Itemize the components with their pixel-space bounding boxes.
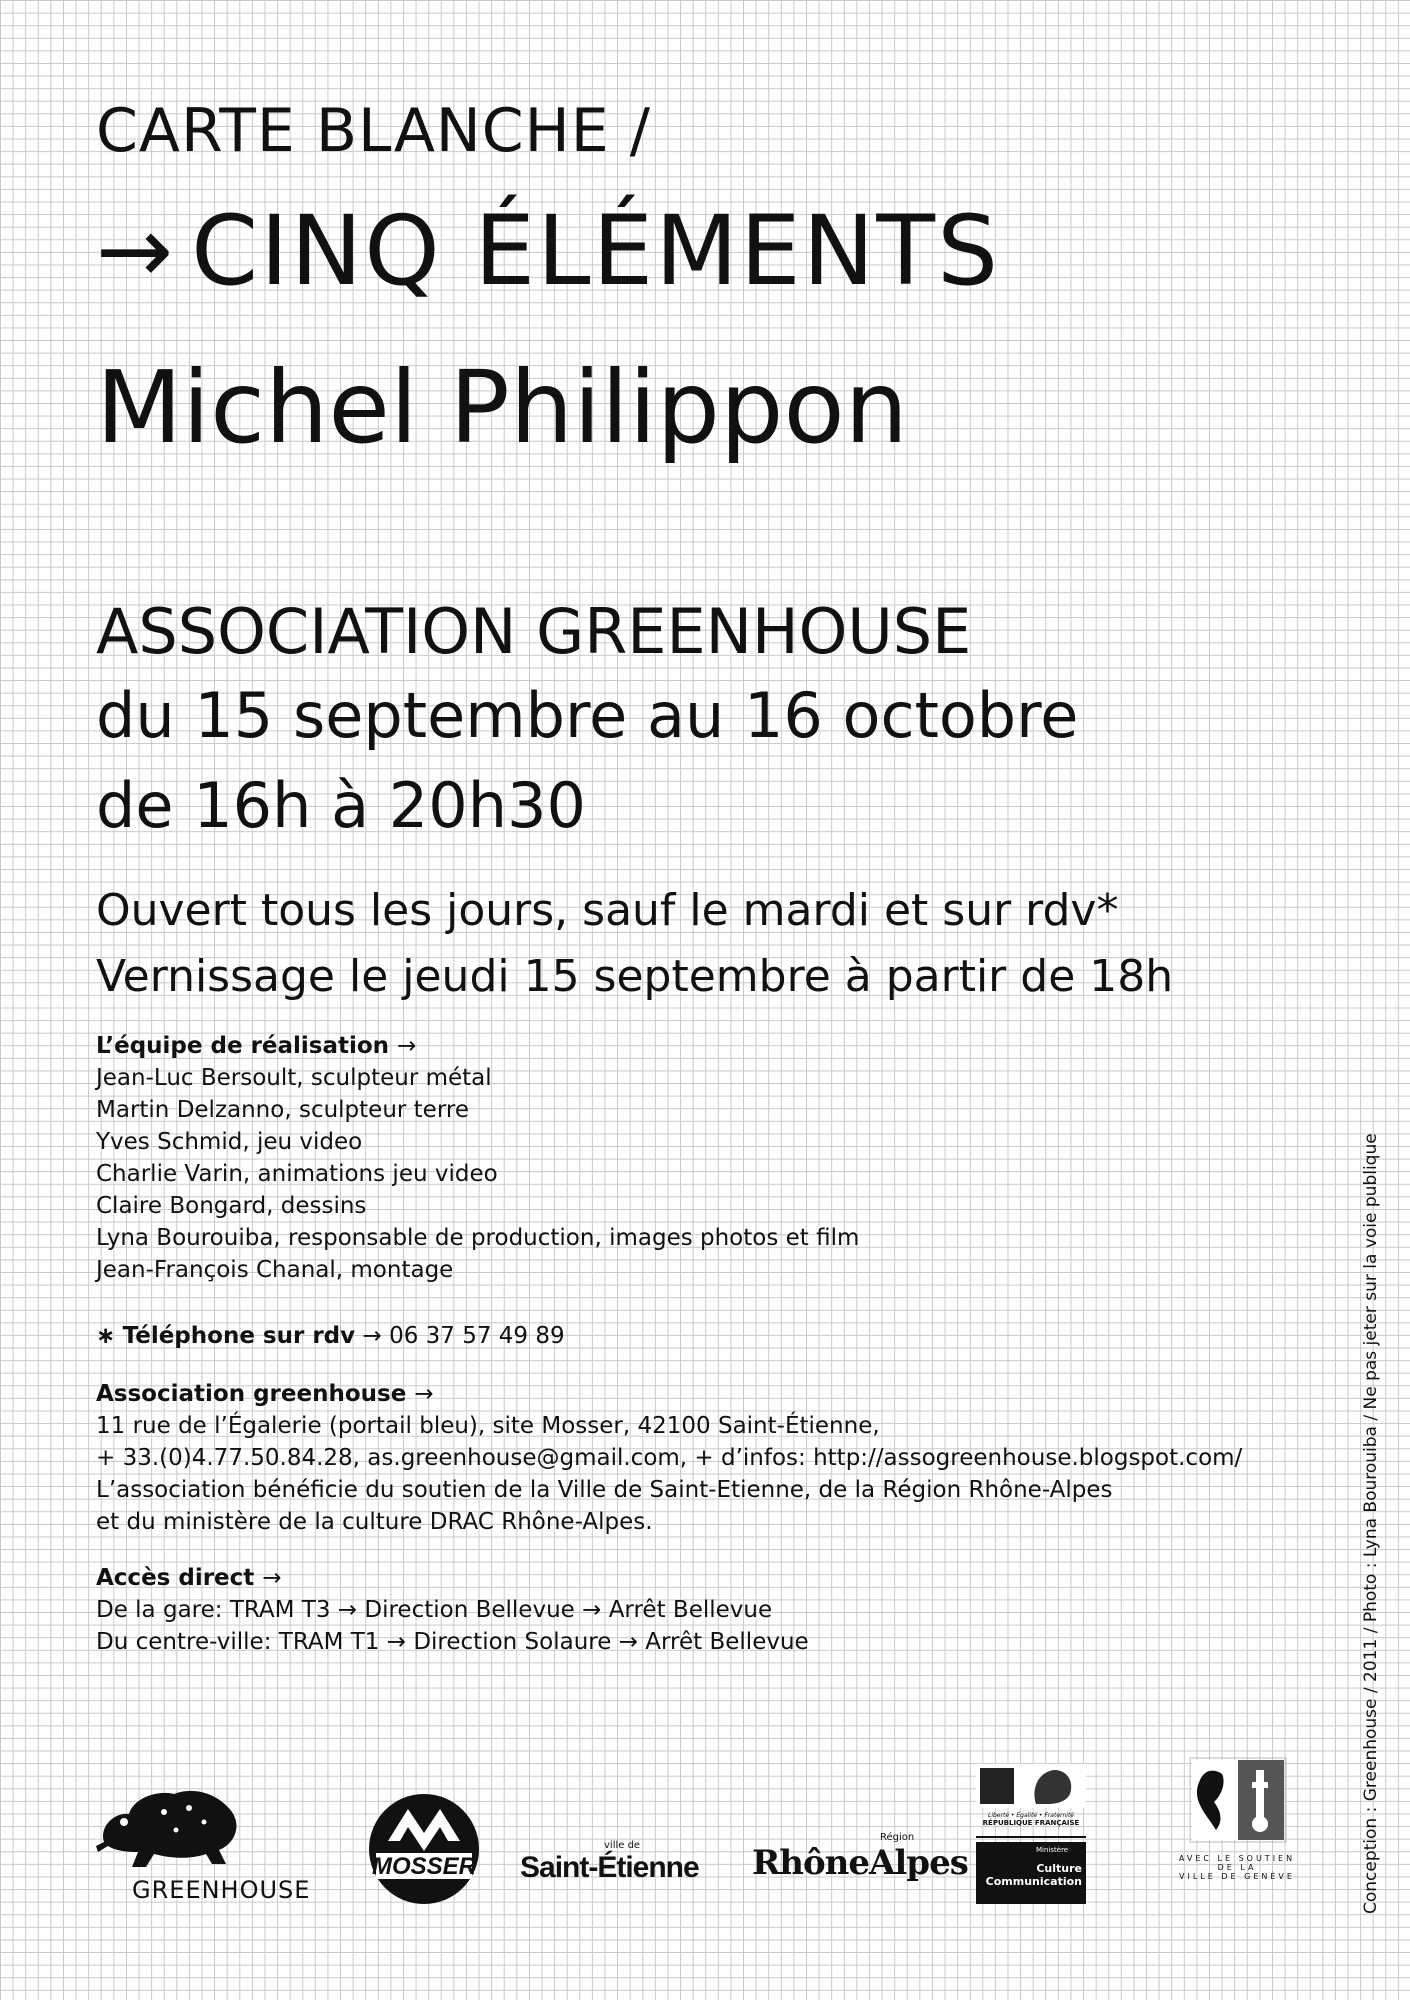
opening-info: Ouvert tous les jours, sauf le mardi et sur rdv* [96,885,1119,936]
association-block [96,1378,1242,1538]
access-heading [96,1562,809,1594]
rhone-alpes-small: Région [880,1832,915,1843]
association-heading-text: Association greenhouse [96,1381,407,1407]
ministere-small: Ministère [1036,1846,1069,1854]
republique-motto: Liberté • Égalité • Fraternité [987,1812,1074,1819]
republique-logo [976,1764,1086,1838]
access-block [96,1562,809,1658]
arrow-right-icon: → [362,1323,382,1349]
geneve-crest-icon [1152,1740,1322,1850]
toad-icon [94,1772,244,1882]
phone-label: Téléphone sur rdv [122,1323,356,1349]
greenhouse-logo [94,1772,244,1882]
geneve-text-2: DE LA [1217,1863,1257,1872]
geneve-logo [1152,1740,1322,1880]
arrow-right-icon: → [397,1033,417,1059]
team-member: Charlie Varin, animations jeu video [96,1161,498,1187]
phone-line [96,1320,565,1352]
event-hours: de 16h à 20h30 [96,769,586,842]
mosser-logo [368,1793,480,1905]
republique-text: RÉPUBLIQUE FRANÇAISE [982,1819,1080,1827]
side-credit: Conception : Greenhouse / 2011 / Photo : Lyna Bourouiba / Ne pas jeter sur la voie publique [1361,1133,1381,1914]
geneve-text-1: AVEC LE SOUTIEN [1178,1854,1296,1863]
ministere-communication: Communication [985,1875,1082,1888]
association-heading [96,1378,1242,1410]
ministere-culture: Culture [1036,1862,1082,1875]
marianne-icon [976,1764,1086,1808]
team-heading-text: L’équipe de réalisation [96,1033,390,1059]
exhibition-title-text: CINQ ÉLÉMENTS [191,195,1000,307]
access-line: Du centre-ville: TRAM T1 → Direction Solaure → Arrêt Bellevue [96,1629,809,1655]
saint-etienne-logo [520,1840,715,1900]
arrow-right-icon: → [414,1381,434,1407]
association-line: 11 rue de l’Égalerie (portail bleu), site Mosser, 42100 Saint-Étienne, [96,1413,880,1439]
phone-number: 06 37 57 49 89 [389,1323,565,1349]
team-member: Martin Delzanno, sculpteur terre [96,1097,469,1123]
team-block [96,1030,859,1286]
saint-etienne-text: Saint-Étienne [520,1851,699,1884]
association-line: L’association bénéficie du soutien de la Ville de Saint-Etienne, de la Région Rhône-Alpes [96,1477,1113,1503]
rhone-alpes-logo [752,1832,968,1892]
ministere-logo [976,1842,1086,1904]
team-heading [96,1030,859,1062]
access-line: De la gare: TRAM T3 → Direction Bellevue → Arrêt Bellevue [96,1597,773,1623]
artist-name: Michel Philippon [96,349,909,466]
rhone-alpes-text: RhôneAlpes [752,1843,968,1883]
team-member: Jean-Luc Bersoult, sculpteur métal [96,1065,492,1091]
team-member: Lyna Bourouiba, responsable de production, images photos et film [96,1225,860,1251]
exhibition-title [96,196,1000,306]
arrow-right-icon: → [262,1565,282,1591]
vernissage-info: Vernissage le jeudi 15 septembre à partir de 18h [96,951,1174,1002]
geneve-text-3: VILLE DE GENÈVE [1179,1872,1295,1881]
greenhouse-logo-text: GREENHOUSE [132,1876,311,1904]
series-label: CARTE BLANCHE / [96,96,651,166]
team-member: Yves Schmid, jeu video [96,1129,363,1155]
mosser-logo-text: MOSSER [371,1853,477,1880]
venue-name: ASSOCIATION GREENHOUSE [96,595,972,668]
mosser-badge-icon [368,1793,480,1905]
asterisk-icon: ∗ [96,1323,116,1349]
association-line: et du ministère de la culture DRAC Rhône-Alpes. [96,1509,653,1535]
access-heading-text: Accès direct [96,1565,255,1591]
arrow-right-icon: → [96,197,176,304]
team-member: Jean-François Chanal, montage [96,1257,454,1283]
team-member: Claire Bongard, dessins [96,1193,367,1219]
association-line: + 33.(0)4.77.50.84.28, as.greenhouse@gmail.com, + d’infos: http://assogreenhouse.blogspot.com/ [96,1445,1243,1471]
event-dates: du 15 septembre au 16 octobre [96,679,1079,752]
saint-etienne-small: ville de [604,1840,641,1851]
